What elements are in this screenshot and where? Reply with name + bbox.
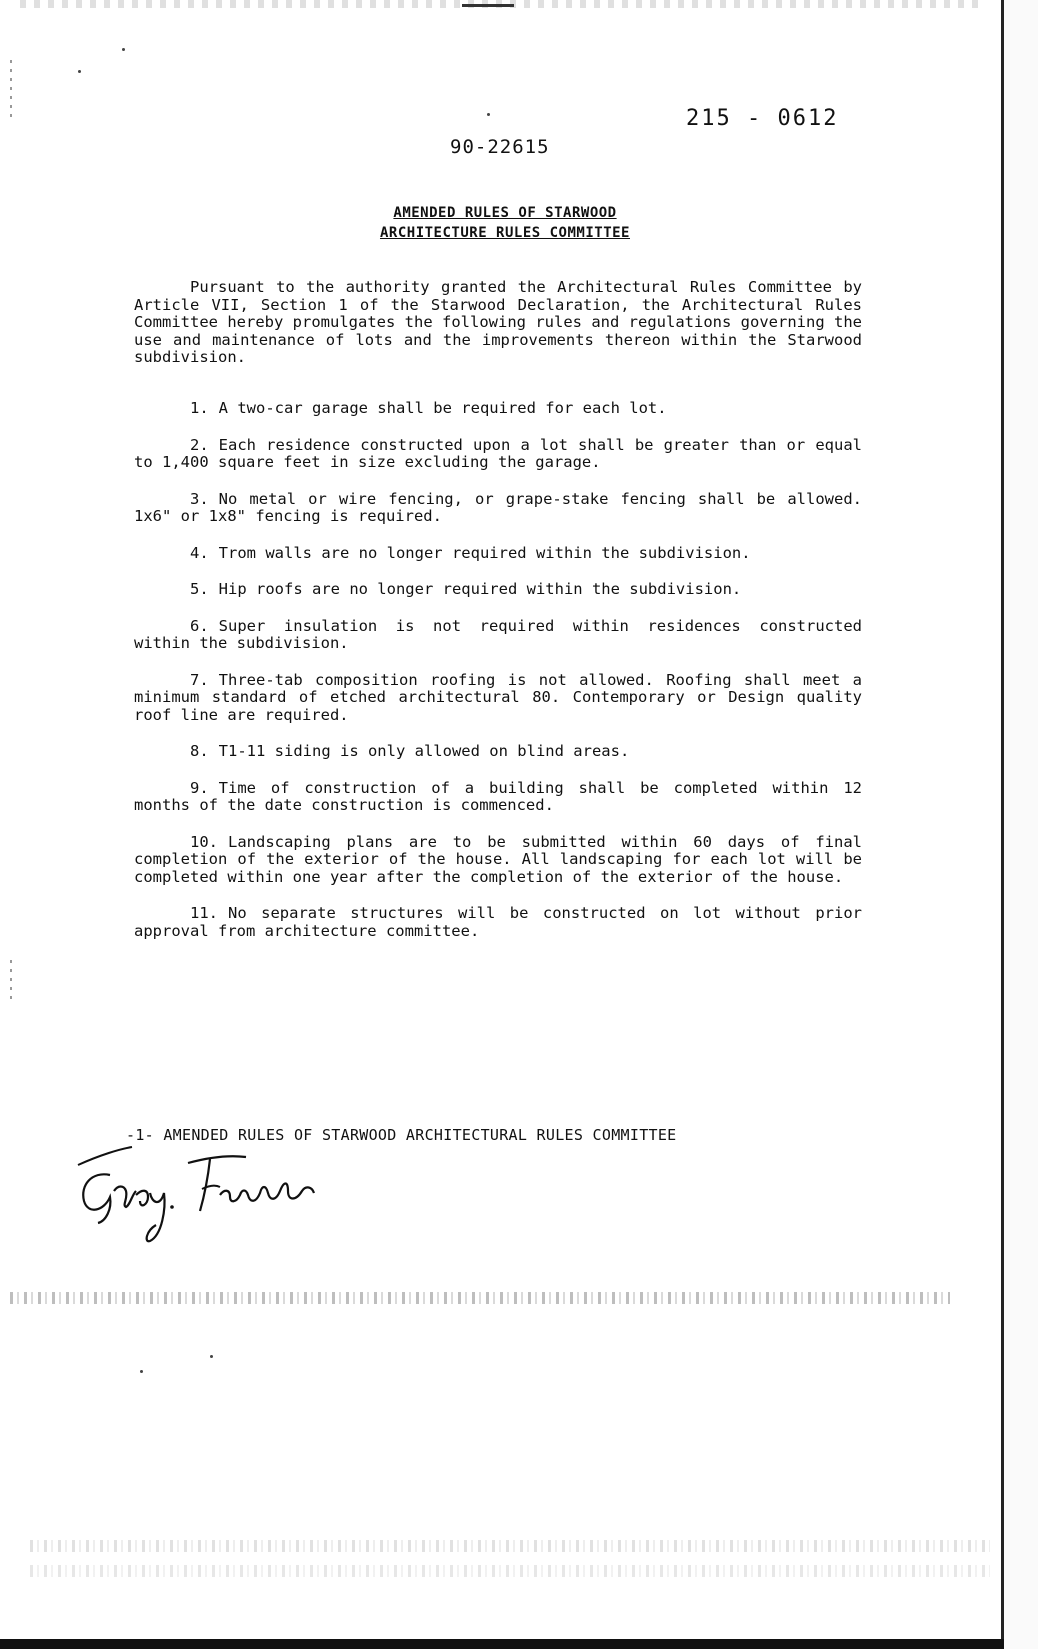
recording-stamp: 215 - 0612 — [686, 106, 839, 131]
rule-number: 7. — [190, 670, 209, 689]
rule-item — [134, 780, 862, 815]
rule-item — [134, 672, 862, 725]
rule-item — [134, 743, 862, 761]
rules-list — [134, 400, 862, 959]
scan-speck — [122, 48, 125, 51]
intro-paragraph: Pursuant to the authority granted the Architectural Rules Committee by Article VII, Section 1 of the Starwood Declaration, the Architectural Rules Committee hereby promulgates the following rules and regulations governing the use and maintenance of lots and the improvements thereon within the Starwood subdivision. — [134, 278, 862, 366]
rule-item — [134, 834, 862, 887]
signature — [70, 1145, 330, 1250]
rule-item — [134, 437, 862, 472]
scan-noise-band — [30, 1565, 990, 1577]
rule-item — [134, 545, 862, 563]
rule-item — [134, 618, 862, 653]
rule-number: 9. — [190, 778, 209, 797]
rule-text: Super insulation is not required within residences constructed within the subdivision. — [134, 616, 862, 652]
rule-text: A two-car garage shall be required for each lot. — [218, 399, 667, 417]
rule-text: Hip roofs are no longer required within the subdivision. — [218, 580, 742, 598]
scan-dots-left — [10, 60, 12, 120]
scan-dots-left — [10, 960, 12, 1000]
rule-number: 3. — [190, 489, 209, 508]
rule-number: 5. — [190, 580, 209, 598]
rule-text: Trom walls are no longer required within the subdivision. — [218, 543, 751, 562]
rule-number: 6. — [190, 616, 209, 635]
rule-text: T1-11 siding is only allowed on blind areas. — [218, 742, 630, 760]
scan-mark-top — [462, 4, 514, 7]
scan-right-strip — [1004, 0, 1038, 1649]
scan-noise-band — [10, 1292, 950, 1304]
scan-speck — [210, 1355, 213, 1358]
rule-number: 11. — [190, 904, 218, 922]
rule-text: Each residence constructed upon a lot shall be greater than or equal to 1,400 square feet in size excluding the garage. — [134, 435, 862, 471]
page-footer: -1- AMENDED RULES OF STARWOOD ARCHITECTURAL RULES COMMITTEE — [126, 1126, 677, 1144]
scan-speck — [487, 113, 490, 116]
rule-text: No metal or wire fencing, or grape-stake fencing shall be allowed. 1x6" or 1x8" fencing is required. — [134, 489, 862, 525]
scan-bottom-edge — [0, 1639, 1004, 1649]
rule-item — [134, 491, 862, 526]
rule-number: 8. — [190, 742, 209, 760]
rule-number: 4. — [190, 543, 209, 562]
rule-number: 1. — [190, 399, 209, 417]
scan-noise-band — [30, 1540, 990, 1552]
rule-number: 2. — [190, 435, 209, 454]
document-number: 90-22615 — [450, 136, 550, 158]
rule-item — [134, 400, 862, 418]
scan-speck — [78, 70, 81, 73]
rule-text: No separate structures will be constructed on lot without prior approval from architecture committee. — [134, 904, 862, 940]
rule-text: Landscaping plans are to be submitted within 60 days of final completion of the exterior of the house. All landscaping for each lot will be completed within one year after the completion of the exterior of the house. — [134, 832, 862, 886]
scan-right-edge — [1001, 0, 1004, 1649]
rule-number: 10. — [190, 832, 218, 851]
scan-speck — [140, 1370, 143, 1373]
document-title-line2: ARCHITECTURE RULES COMMITTEE — [379, 225, 630, 241]
rule-item — [134, 581, 862, 599]
document-title-line1: AMENDED RULES OF STARWOOD — [393, 205, 617, 221]
rule-text: Three-tab composition roofing is not allowed. Roofing shall meet a minimum standard of etched architectural 80. Contemporary or Design quality roof line are required. — [134, 670, 862, 724]
rule-text: Time of construction of a building shall be completed within 12 months of the date construction is commenced. — [134, 778, 862, 814]
rule-item — [134, 905, 862, 940]
